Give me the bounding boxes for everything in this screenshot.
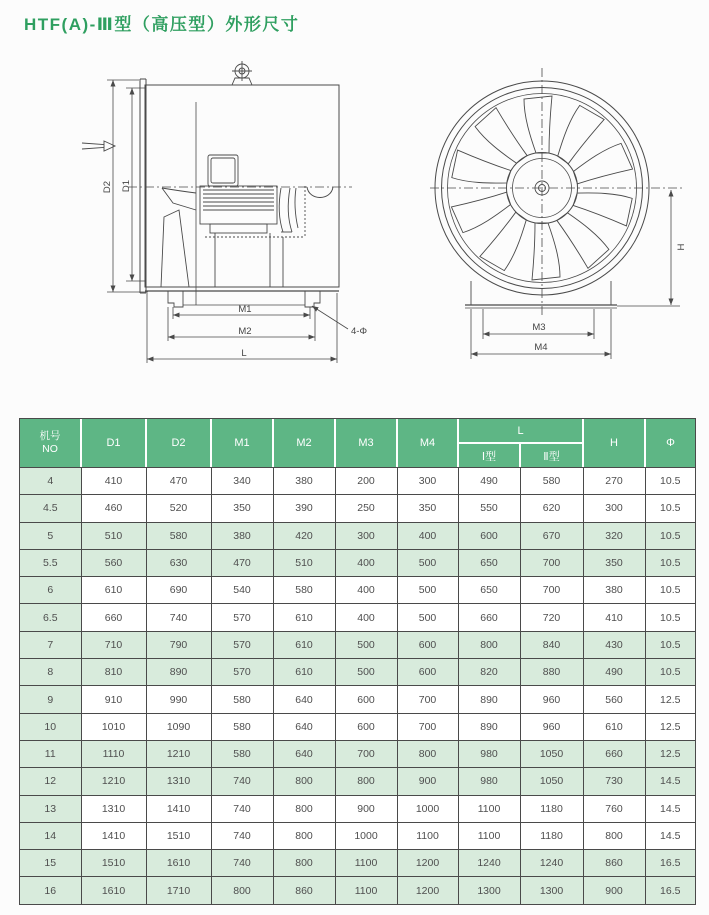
airflow-arrow-icon	[82, 141, 115, 151]
value-cell: 800	[273, 768, 335, 795]
value-cell: 810	[81, 659, 146, 686]
value-cell: 10.5	[645, 631, 695, 658]
table-row	[20, 877, 695, 904]
value-cell: 550	[458, 495, 520, 522]
value-cell: 1050	[520, 768, 583, 795]
value-cell: 1510	[146, 822, 211, 849]
value-cell: 500	[397, 604, 458, 631]
value-cell: 1310	[146, 768, 211, 795]
value-cell: 300	[583, 495, 645, 522]
value-cell: 580	[211, 713, 273, 740]
value-cell: 570	[211, 659, 273, 686]
front-view-drawing	[430, 68, 687, 359]
value-cell: 580	[211, 740, 273, 767]
value-cell: 540	[211, 577, 273, 604]
table-row	[20, 631, 695, 658]
value-cell: 500	[335, 631, 397, 658]
value-cell: 500	[397, 577, 458, 604]
dim-label-m3: M3	[532, 322, 546, 333]
value-cell: 600	[397, 659, 458, 686]
value-cell: 300	[335, 522, 397, 549]
side-view-drawing	[82, 61, 367, 363]
value-cell: 250	[335, 495, 397, 522]
value-cell: 660	[583, 740, 645, 767]
value-cell: 800	[211, 877, 273, 904]
value-cell: 350	[397, 495, 458, 522]
value-cell: 1100	[458, 822, 520, 849]
dim-label-h: H	[676, 243, 687, 251]
value-cell: 640	[273, 740, 335, 767]
value-cell: 690	[146, 577, 211, 604]
value-cell: 410	[81, 468, 146, 495]
value-cell: 600	[335, 686, 397, 713]
value-cell: 640	[273, 686, 335, 713]
value-cell: 500	[335, 659, 397, 686]
value-cell: 1100	[335, 850, 397, 877]
value-cell: 1100	[335, 877, 397, 904]
value-cell: 700	[397, 686, 458, 713]
value-cell: 990	[146, 686, 211, 713]
value-cell: 560	[81, 549, 146, 576]
value-cell: 1240	[520, 850, 583, 877]
value-cell: 490	[583, 659, 645, 686]
row-no-cell: 15	[20, 850, 81, 877]
page-title: HTF(A)-Ⅲ型（高压型）外形尺寸	[24, 15, 300, 34]
value-cell: 610	[273, 631, 335, 658]
table-row	[20, 768, 695, 795]
table-row	[20, 468, 695, 495]
value-cell: 1610	[81, 877, 146, 904]
value-cell: 740	[211, 768, 273, 795]
value-cell: 1000	[335, 822, 397, 849]
col-header-d2: D2	[146, 419, 211, 467]
value-cell: 760	[583, 795, 645, 822]
value-cell: 660	[81, 604, 146, 631]
value-cell: 470	[211, 549, 273, 576]
value-cell: 960	[520, 686, 583, 713]
value-cell: 1610	[146, 850, 211, 877]
value-cell: 610	[273, 604, 335, 631]
value-cell: 410	[583, 604, 645, 631]
value-cell: 570	[211, 631, 273, 658]
value-cell: 10.5	[645, 495, 695, 522]
value-cell: 570	[211, 604, 273, 631]
col-header-d1: D1	[81, 419, 146, 467]
value-cell: 880	[520, 659, 583, 686]
value-cell: 610	[81, 577, 146, 604]
value-cell: 200	[335, 468, 397, 495]
value-cell: 1000	[397, 795, 458, 822]
value-cell: 12.5	[645, 740, 695, 767]
value-cell: 890	[458, 686, 520, 713]
value-cell: 14.5	[645, 768, 695, 795]
table-row	[20, 495, 695, 522]
value-cell: 890	[146, 659, 211, 686]
table-row	[20, 549, 695, 576]
row-no-cell: 5.5	[20, 549, 81, 576]
value-cell: 14.5	[645, 822, 695, 849]
value-cell: 400	[397, 522, 458, 549]
col-header-l-type2: Ⅱ型	[520, 443, 583, 467]
col-header-l: L	[458, 419, 583, 443]
value-cell: 820	[458, 659, 520, 686]
table-row	[20, 686, 695, 713]
value-cell: 800	[273, 795, 335, 822]
dim-label-holes: 4-Φ	[351, 326, 368, 337]
value-cell: 1090	[146, 713, 211, 740]
value-cell: 1210	[146, 740, 211, 767]
value-cell: 12.5	[645, 686, 695, 713]
col-header-h: H	[583, 419, 645, 467]
value-cell: 510	[273, 549, 335, 576]
dim-label-d2: D2	[102, 180, 113, 194]
value-cell: 270	[583, 468, 645, 495]
value-cell: 800	[273, 850, 335, 877]
dimension-d1	[121, 88, 145, 281]
value-cell: 1050	[520, 740, 583, 767]
col-header-phi: Φ	[645, 419, 695, 467]
value-cell: 740	[211, 795, 273, 822]
value-cell: 910	[81, 686, 146, 713]
value-cell: 700	[520, 549, 583, 576]
value-cell: 900	[335, 795, 397, 822]
value-cell: 10.5	[645, 549, 695, 576]
value-cell: 1410	[81, 822, 146, 849]
value-cell: 380	[211, 522, 273, 549]
value-cell: 560	[583, 686, 645, 713]
row-no-cell: 7	[20, 631, 81, 658]
value-cell: 960	[520, 713, 583, 740]
value-cell: 1410	[146, 795, 211, 822]
dimension-m3	[483, 309, 594, 339]
value-cell: 900	[583, 877, 645, 904]
table-header	[20, 419, 695, 467]
value-cell: 620	[520, 495, 583, 522]
row-no-cell: 10	[20, 713, 81, 740]
value-cell: 600	[335, 713, 397, 740]
value-cell: 980	[458, 768, 520, 795]
row-no-cell: 16	[20, 877, 81, 904]
value-cell: 16.5	[645, 877, 695, 904]
value-cell: 900	[397, 768, 458, 795]
value-cell: 470	[146, 468, 211, 495]
value-cell: 16.5	[645, 850, 695, 877]
value-cell: 340	[211, 468, 273, 495]
dimension-table	[19, 418, 696, 905]
value-cell: 580	[273, 577, 335, 604]
value-cell: 1300	[520, 877, 583, 904]
dim-label-m2: M2	[238, 326, 252, 337]
table-row	[20, 822, 695, 849]
value-cell: 10.5	[645, 577, 695, 604]
value-cell: 420	[273, 522, 335, 549]
row-no-cell: 8	[20, 659, 81, 686]
value-cell: 400	[335, 604, 397, 631]
row-no-cell: 4.5	[20, 495, 81, 522]
value-cell: 860	[583, 850, 645, 877]
value-cell: 490	[458, 468, 520, 495]
value-cell: 390	[273, 495, 335, 522]
dim-label-d1: D1	[121, 179, 132, 193]
table-row	[20, 740, 695, 767]
value-cell: 430	[583, 631, 645, 658]
value-cell: 800	[335, 768, 397, 795]
value-cell: 800	[273, 822, 335, 849]
dimension-h	[617, 190, 687, 306]
col-header-m4: M4	[397, 419, 458, 467]
col-header-no: 机号 NO	[20, 419, 81, 467]
value-cell: 610	[583, 713, 645, 740]
value-cell: 520	[146, 495, 211, 522]
motor-assembly	[161, 155, 333, 287]
value-cell: 1310	[81, 795, 146, 822]
value-cell: 840	[520, 631, 583, 658]
value-cell: 670	[520, 522, 583, 549]
dimension-m1	[173, 304, 310, 319]
value-cell: 1200	[397, 877, 458, 904]
value-cell: 1240	[458, 850, 520, 877]
value-cell: 320	[583, 522, 645, 549]
value-cell: 740	[146, 604, 211, 631]
technical-drawings	[0, 0, 709, 390]
value-cell: 380	[273, 468, 335, 495]
value-cell: 1200	[397, 850, 458, 877]
col-header-m1: M1	[211, 419, 273, 467]
value-cell: 610	[273, 659, 335, 686]
value-cell: 1180	[520, 795, 583, 822]
value-cell: 1300	[458, 877, 520, 904]
eye-bolt-icon	[232, 61, 252, 85]
value-cell: 650	[458, 549, 520, 576]
row-no-cell: 11	[20, 740, 81, 767]
row-no-cell: 12	[20, 768, 81, 795]
value-cell: 400	[335, 577, 397, 604]
row-no-cell: 6.5	[20, 604, 81, 631]
value-cell: 10.5	[645, 522, 695, 549]
dim-label-m1: M1	[238, 304, 252, 315]
value-cell: 580	[211, 686, 273, 713]
value-cell: 580	[146, 522, 211, 549]
col-header-l-type1: Ⅰ型	[458, 443, 520, 467]
value-cell: 510	[81, 522, 146, 549]
value-cell: 10.5	[645, 468, 695, 495]
table-row	[20, 659, 695, 686]
value-cell: 1010	[81, 713, 146, 740]
value-cell: 14.5	[645, 795, 695, 822]
table-row	[20, 522, 695, 549]
value-cell: 980	[458, 740, 520, 767]
value-cell: 660	[458, 604, 520, 631]
center-lines	[430, 68, 684, 318]
row-no-cell: 5	[20, 522, 81, 549]
value-cell: 500	[397, 549, 458, 576]
value-cell: 800	[397, 740, 458, 767]
value-cell: 380	[583, 577, 645, 604]
col-header-m2: M2	[273, 419, 335, 467]
value-cell: 700	[397, 713, 458, 740]
value-cell: 600	[458, 522, 520, 549]
value-cell: 890	[458, 713, 520, 740]
table-row	[20, 577, 695, 604]
value-cell: 400	[335, 549, 397, 576]
value-cell: 740	[211, 850, 273, 877]
table-row	[20, 604, 695, 631]
value-cell: 300	[397, 468, 458, 495]
row-no-cell: 6	[20, 577, 81, 604]
value-cell: 10.5	[645, 604, 695, 631]
value-cell: 790	[146, 631, 211, 658]
value-cell: 580	[520, 468, 583, 495]
value-cell: 800	[583, 822, 645, 849]
value-cell: 700	[520, 577, 583, 604]
value-cell: 710	[81, 631, 146, 658]
value-cell: 800	[458, 631, 520, 658]
value-cell: 1100	[458, 795, 520, 822]
value-cell: 1180	[520, 822, 583, 849]
value-cell: 1510	[81, 850, 146, 877]
value-cell: 10.5	[645, 659, 695, 686]
value-cell: 1210	[81, 768, 146, 795]
value-cell: 460	[81, 495, 146, 522]
dim-label-l: L	[241, 348, 247, 359]
table-row	[20, 713, 695, 740]
value-cell: 740	[211, 822, 273, 849]
table-body	[20, 467, 695, 904]
value-cell: 650	[458, 577, 520, 604]
value-cell: 1710	[146, 877, 211, 904]
value-cell: 640	[273, 713, 335, 740]
value-cell: 600	[397, 631, 458, 658]
value-cell: 1100	[397, 822, 458, 849]
row-no-cell: 13	[20, 795, 81, 822]
value-cell: 860	[273, 877, 335, 904]
value-cell: 720	[520, 604, 583, 631]
value-cell: 350	[583, 549, 645, 576]
value-cell: 350	[211, 495, 273, 522]
value-cell: 630	[146, 549, 211, 576]
dimension-holes	[312, 306, 367, 337]
table-row	[20, 795, 695, 822]
value-cell: 730	[583, 768, 645, 795]
value-cell: 1110	[81, 740, 146, 767]
row-no-cell: 9	[20, 686, 81, 713]
col-header-m3: M3	[335, 419, 397, 467]
row-no-cell: 14	[20, 822, 81, 849]
value-cell: 700	[335, 740, 397, 767]
value-cell: 12.5	[645, 713, 695, 740]
dim-label-m4: M4	[534, 342, 548, 353]
table-row	[20, 850, 695, 877]
row-no-cell: 4	[20, 468, 81, 495]
